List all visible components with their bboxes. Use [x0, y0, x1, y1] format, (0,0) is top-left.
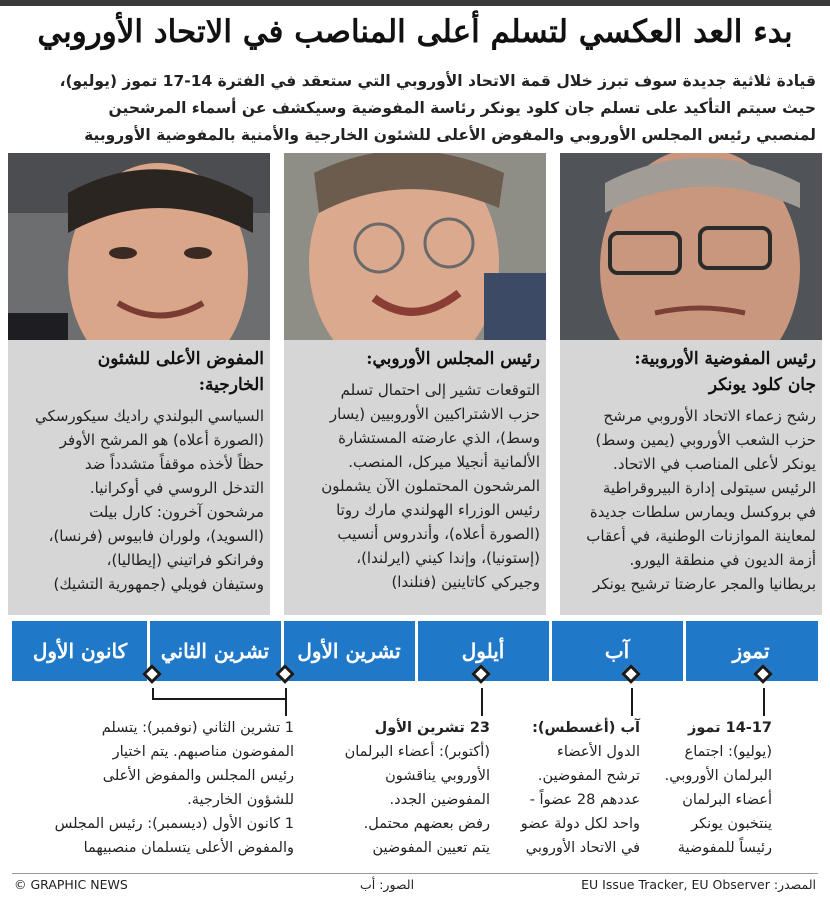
commission-line: حزب الشعب الأوروبي (يمين وسط): [595, 431, 816, 449]
event-august: [490, 716, 640, 860]
event-october: [300, 716, 490, 860]
event-july-line: ينتخبون يونكر: [691, 816, 772, 832]
footer-credit: © GRAPHIC NEWS: [14, 877, 128, 892]
event-july-date: 14-17 تموز: [687, 720, 772, 736]
photo-juncker: [560, 153, 822, 340]
event-december-line: 1 كانون الأول (ديسمبر): رئيس المجلس: [54, 816, 294, 832]
timeline-divider: [683, 621, 686, 681]
event-october-line: (أكتوبر): أعضاء البرلمان: [344, 744, 490, 760]
lead-line: حيث سيتم التأكيد على تسلم جان كلود يونكر رئاسة المفوضية وسيكشف عن أسماء المرشحين: [108, 99, 816, 117]
event-november-line: للشؤون الخارجية.: [187, 792, 294, 808]
event-october-line: رفض بعضهم محتمل.: [363, 816, 490, 832]
commission-heading-name: جان كلود يونكر: [708, 375, 816, 395]
footer-source: المصدر: EU Issue Tracker, EU Observer: [581, 877, 816, 892]
council-line: وجيركي كاتاينين (فنلندا): [391, 573, 540, 591]
event-november-line: رئيس المجلس والمفوض الأعلى: [102, 768, 294, 784]
foreign-heading-cont: الخارجية:: [198, 375, 264, 395]
event-november-line: 1 تشرين الثاني (نوفمبر): يتسلم: [101, 720, 294, 736]
leader-line: [152, 698, 287, 700]
commission-heading: رئيس المفوضية الأوروبية:: [634, 349, 816, 369]
event-july: [652, 716, 772, 860]
lead-line: قيادة ثلاثية جديدة سوف تبرز خلال قمة الاتحاد الأوروبي التي ستعقد في الفترة 14-17 تموز (يوليو)،: [59, 72, 816, 90]
council-heading: رئيس المجلس الأوروبي:: [366, 349, 540, 369]
lead-paragraph: [16, 68, 816, 149]
leader-line: [631, 688, 633, 716]
commission-line: أزمة الديون في منطقة اليورو.: [629, 551, 816, 569]
foreign-line: التدخل الروسي في أوكرانيا.: [89, 479, 264, 497]
commission-line: الرئيس سيتولى إدارة البيروقراطية: [602, 479, 816, 497]
event-october-line: المفوضين الجدد.: [389, 792, 490, 808]
lead-line: لمنصبي رئيس المجلس الأوروبي والمفوض الأعلى للشئون الخارجية والأمنية بالمفوضية الأوروبية: [84, 126, 816, 144]
council-line: رئيس الوزراء الهولندي مارك روتا: [336, 501, 540, 519]
event-november-line: المفوضون مناصبهم. يتم اختيار: [112, 744, 294, 760]
timeline-month-july: تموز: [732, 639, 770, 663]
event-august-line: ترشح المفوضين.: [537, 768, 640, 784]
commission-text: [566, 346, 816, 596]
event-july-line: البرلمان الأوروبي.: [664, 768, 772, 784]
council-line: وسط)، الذي عارضته المستشارة: [338, 429, 540, 447]
page-title: بدء العد العكسي لتسلم أعلى المناصب في الاتحاد الأوروبي: [37, 14, 793, 50]
event-august-line: الدول الأعضاء: [557, 744, 640, 760]
event-november-december: [14, 716, 294, 860]
event-august-line: في الاتحاد الأوروبي: [525, 840, 640, 856]
event-august-line: عددهم 28 عضواً -: [529, 792, 640, 808]
commission-line: لمعاينة الموازنات الوطنية، في أعقاب: [586, 527, 816, 545]
foreign-line: وفرانكو فراتيني (إيطاليا)،: [106, 551, 264, 569]
timeline-month-october: تشرين الأول: [297, 639, 401, 663]
council-line: حزب الاشتراكيين الأوروبيين (يسار: [329, 405, 540, 423]
foreign-line: مرشحون آخرون: كارل بيلت: [89, 503, 264, 521]
council-line: التوقعات تشير إلى احتمال تسلم: [340, 381, 540, 399]
commission-line: بريطانيا والمجر عارضتا ترشيح يونكر: [593, 575, 816, 593]
council-line: (إستونيا)، وإندا كيني (ايرلندا)،: [356, 549, 540, 567]
timeline-divider: [415, 621, 418, 681]
foreign-line: (السويد)، ولوران فابيوس (فرنسا)،: [48, 527, 264, 545]
footer-photos: الصور: أب: [360, 877, 415, 892]
timeline-month-september: أيلول: [461, 639, 505, 663]
foreign-affairs-text: [14, 346, 264, 596]
photo-sikorski: [8, 153, 270, 340]
timeline-month-november: تشرين الثاني: [160, 639, 270, 663]
foreign-line: السياسي البولندي راديك سيكورسكي: [35, 407, 264, 425]
event-july-line: أعضاء البرلمان: [682, 792, 772, 808]
council-text: [290, 346, 540, 594]
timeline-month-august: آب: [604, 639, 630, 663]
leader-line: [763, 688, 765, 716]
foreign-line: حظاً لأخذه موقفاً متشدداً ضد: [84, 455, 264, 473]
photo-rutte: [284, 153, 546, 340]
event-october-date: 23 تشرين الأول: [374, 720, 490, 736]
top-rule: [0, 0, 830, 6]
timeline-divider: [549, 621, 552, 681]
council-line: المرشحون المحتملون الآن يشملون: [321, 477, 540, 495]
council-line: (الصورة أعلاه)، وأندروس أنسيب: [337, 525, 540, 543]
foreign-line: (الصورة أعلاه) هو المرشح الأوفر: [59, 431, 264, 449]
event-july-line: رئيساً للمفوضية: [677, 840, 772, 856]
event-october-line: الأوروبي يناقشون: [385, 768, 490, 784]
event-october-line: يتم تعيين المفوضين: [372, 840, 490, 856]
commission-line: في بروكسل ويمارس سلطات جديدة: [589, 503, 816, 521]
council-line: الألمانية أنجيلا ميركل، المنصب.: [348, 453, 540, 471]
event-july-line: (يوليو): اجتماع: [684, 744, 772, 760]
event-august-line: واحد لكل دولة عضو: [520, 816, 640, 832]
event-december-line: والمفوض الأعلى يتسلمان منصبيهما: [83, 840, 294, 856]
leader-line: [285, 688, 287, 716]
foreign-heading: المفوض الأعلى للشئون: [97, 349, 264, 369]
foreign-line: وستيفان فويلي (جمهورية التشيك): [53, 575, 264, 593]
footer-rule: [12, 873, 818, 874]
commission-line: رشح زعماء الاتحاد الأوروبي مرشح: [603, 407, 816, 425]
leader-line: [481, 688, 483, 716]
timeline-month-december: كانون الأول: [32, 639, 128, 663]
event-august-date: آب (أغسطس):: [532, 720, 640, 736]
commission-line: يونكر لأعلى المناصب في الاتحاد.: [613, 455, 816, 473]
